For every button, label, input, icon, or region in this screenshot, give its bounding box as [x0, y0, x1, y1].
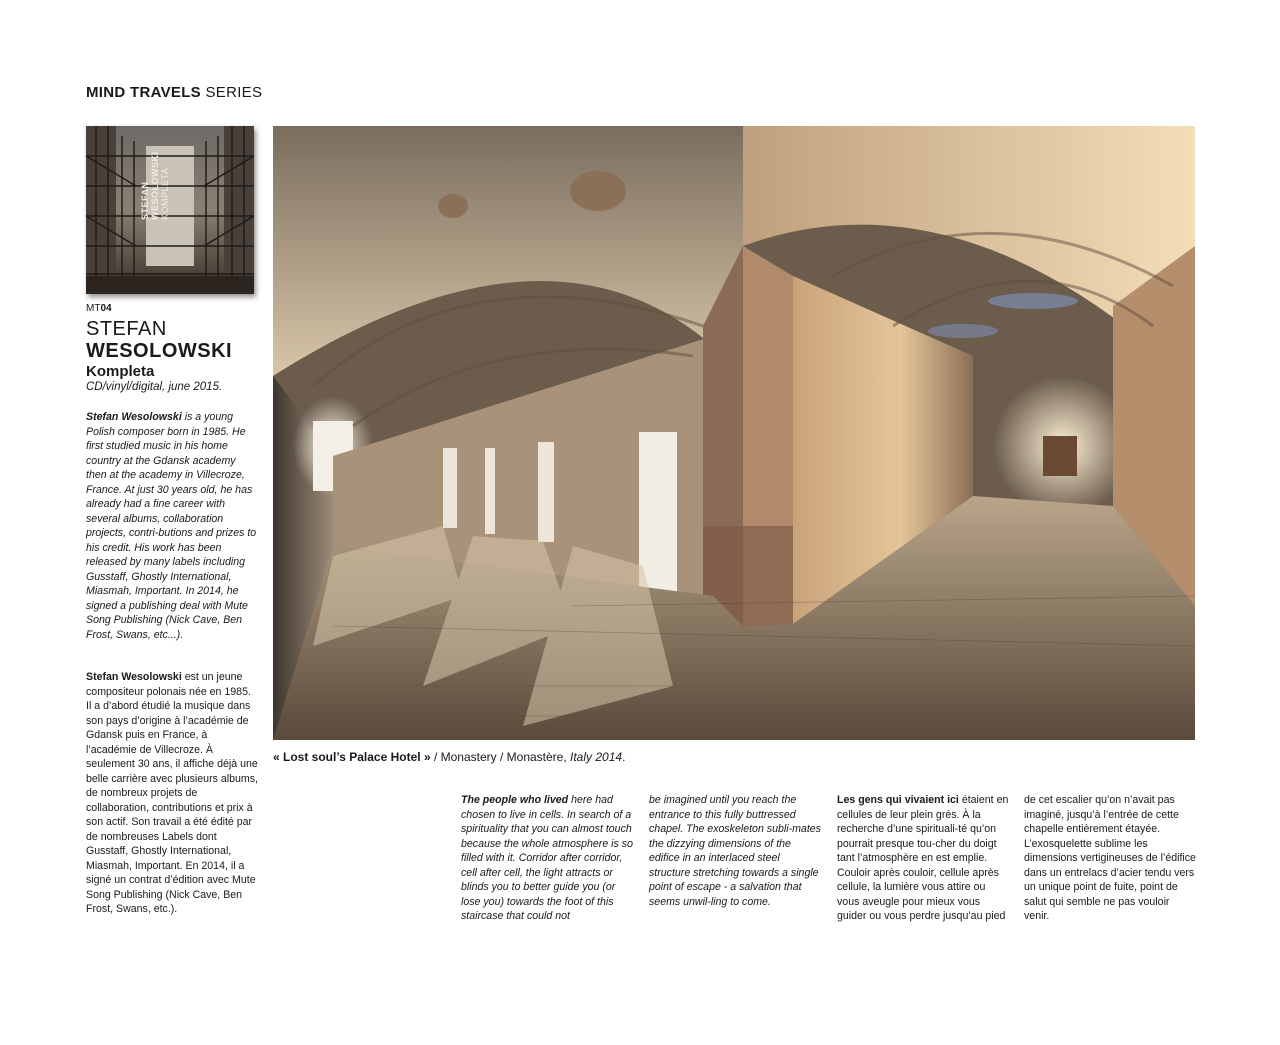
text-english-col1	[461, 793, 633, 924]
bio-french-text: est un jeune compositeur polonais née en 1985. Il a d’abord étudié la musique dans son pays d’origine à l’académie de Gdansk puis en France, à l’académie de Villecroze. À seulement 30 ans, il affiche déjà une belle carrière avec plusieurs albums, de nombreux projets de collaboration, contributions et prix à son actif. Son travail a été édité par de nombreuses Labels dont Gusstaff, Ghostly International, Miasmah, Important. En 2014, il a signé un contrat d’édition avec Mute Song Publishing (Nick Cave, Ben Frost, Swans, etc.).	[86, 671, 258, 915]
monastery-corridor-photo	[273, 126, 1195, 740]
bio-french	[86, 670, 258, 917]
release-info: CD/vinyl/digital, june 2015.	[86, 381, 223, 393]
bio-english-text: is a young Polish composer born in 1985. He first studied music in his home country at the Gdansk academy then at the academy in Villecroze, France. At just 30 years old, he has already had a fine career with several albums, collaboration projects, contri-butions and prizes to his credit. His work has been released by many labels including Gusstaff, Ghostly International, Miasmah, Important. In 2014, he signed a publishing deal with Mute Song Publishing (Nick Cave, Ben Frost, Swans, etc...).	[86, 411, 257, 641]
bio-english	[86, 410, 258, 642]
album-cover	[86, 126, 254, 294]
text-english-body1: here had chosen to live in cells. In search of a spirituality that you can almost touch because the whole atmosphere is so filled with it. Corridor after corridor, cell after cell, the light attracts or blinds you to better guide you (or lose you) towards the foot of this staircase that could not	[461, 794, 633, 922]
caption-end: .	[622, 750, 626, 764]
catalog-number	[86, 303, 112, 315]
cover-title	[140, 151, 170, 220]
text-english-lead: The people who lived	[461, 794, 569, 806]
catalog-digits: 04	[100, 303, 112, 314]
caption-title: « Lost soul’s Palace Hotel »	[273, 750, 431, 764]
album-title: Kompleta	[86, 363, 155, 380]
text-french-lead: Les gens qui vivaient ici	[837, 794, 959, 806]
text-english-body2: be imagined until you reach the entrance to this fully buttressed chapel. The exoskeleton subli-mates the dizzying dimensions of the edifice in an interlaced steel structure stretching towards a single point of escape - a salvation that seems unwil-ling to come.	[649, 794, 821, 908]
series-title: MIND TRAVELS	[86, 84, 201, 101]
photo-caption	[273, 749, 625, 765]
text-french-col1	[837, 793, 1009, 924]
artist-first-name: STEFAN	[86, 318, 167, 340]
bio-french-name: Stefan Wesolowski	[86, 671, 182, 683]
series-header	[86, 84, 262, 102]
cover-text-album: KOMPLETA	[160, 167, 170, 220]
text-french-body2: de cet escalier qu’on n’avait pas imaginé, jusqu’à l’entrée de cette chapelle entièrement étayée. L’exosquelette sublime les dimensions vertigineuses de l’édifice dans un entrelacs d’acier tendu vers un unique point de fuite, point de salut qui semble ne pas vouloir venir.	[1024, 794, 1196, 922]
catalog-prefix: MT	[86, 303, 101, 314]
text-french-col2	[1024, 793, 1196, 924]
caption-location: / Monastery / Monastère,	[430, 750, 571, 764]
caption-place: Italy 2014	[570, 750, 623, 764]
artist-last-name: WESOLOWSKI	[86, 340, 233, 362]
cover-text-last: WESOLOWSKI	[150, 151, 160, 220]
series-suffix: SERIES	[205, 84, 263, 101]
cover-text-first: STEFAN	[140, 181, 150, 220]
text-english-col2	[649, 793, 821, 909]
text-french-body1: étaient en cellules de leur plein grés. À la recherche d’une spirituali-té qu’on pourrait presque tou-cher du doigt tant l’atmosphère en est emplie. Couloir après couloir, cellule après cellule, la lumière vous attire ou vous aveugle pour mieux vous guider ou vous perdre jusqu’au pied	[837, 794, 1009, 922]
bio-english-name: Stefan Wesolowski	[86, 411, 182, 423]
